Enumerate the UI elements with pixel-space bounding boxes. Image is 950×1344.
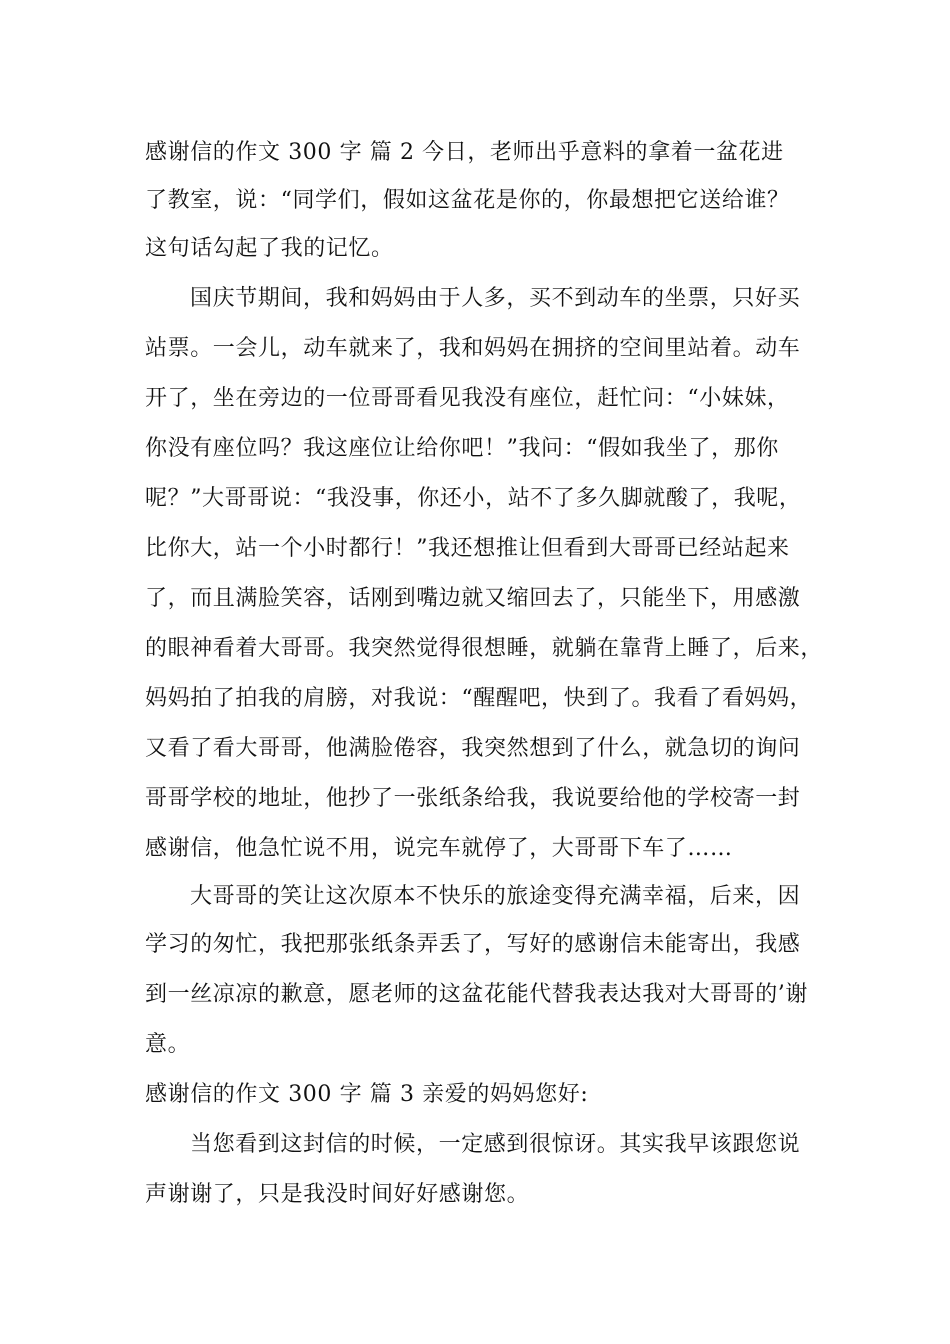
- text-line: 呢？”大哥哥说：“我没事，你还小，站不了多久脚就酸了，我呢，: [145, 486, 802, 511]
- text-line: 妈妈拍了拍我的肩膀，对我说：“醒醒吧，快到了。我看了看妈妈，: [145, 686, 813, 711]
- text-line: 你没有座位吗？我这座位让给你吧！”我问：“假如我坐了，那你: [145, 436, 779, 461]
- text-line: 了，而且满脸笑容，话刚到嘴边就又缩回去了，只能坐下，用感激: [145, 586, 801, 611]
- text-line: 学习的匆忙，我把那张纸条弄丢了，写好的感谢信未能寄出，我感: [145, 932, 801, 957]
- text-line: 又看了看大哥哥，他满脸倦容，我突然想到了什么，就急切的询问: [145, 736, 801, 761]
- text-line: 站票。一会儿，动车就来了，我和妈妈在拥挤的空间里站着。动车: [145, 336, 801, 361]
- text-line: 了教室，说：“同学们，假如这盆花是你的，你最想把它送给谁？: [145, 188, 790, 213]
- text-line: 哥哥学校的地址，他抄了一张纸条给我，我说要给他的学校寄一封: [145, 786, 801, 811]
- essay-2-heading-line: 感谢信的作文 300 字 篇 2 今日，老师出乎意料的拿着一盆花进: [145, 140, 784, 165]
- text-line: 声谢谢了，只是我没时间好好感谢您。: [145, 1182, 530, 1207]
- text-line: 这句话勾起了我的记忆。: [145, 236, 394, 261]
- paragraph-start-line: 国庆节期间，我和妈妈由于人多，买不到动车的坐票，只好买: [190, 286, 801, 311]
- text-line: 比你大，站一个小时都行！”我还想推让但看到大哥哥已经站起来: [145, 536, 790, 561]
- paragraph-start-line: 当您看到这封信的时候，一定感到很惊讶。其实我早该跟您说: [190, 1132, 801, 1157]
- text-line: 到一丝凉凉的歉意，愿老师的这盆花能代替我表达我对大哥哥的’谢: [145, 982, 808, 1007]
- text-line: 感谢信，他急忙说不用，说完车就停了，大哥哥下车了……: [145, 836, 733, 861]
- paragraph-start-line: 大哥哥的笑让这次原本不快乐的旅途变得充满幸福，后来，因: [190, 884, 801, 909]
- essay-3-heading-line: 感谢信的作文 300 字 篇 3 亲爱的妈妈您好:: [145, 1082, 589, 1107]
- text-line: 的眼神看着大哥哥。我突然觉得很想睡，就躺在靠背上睡了，后来，: [145, 636, 824, 661]
- text-line: 意。: [145, 1032, 191, 1057]
- text-line: 开了，坐在旁边的一位哥哥看见我没有座位，赶忙问：“小妹妹，: [145, 386, 790, 411]
